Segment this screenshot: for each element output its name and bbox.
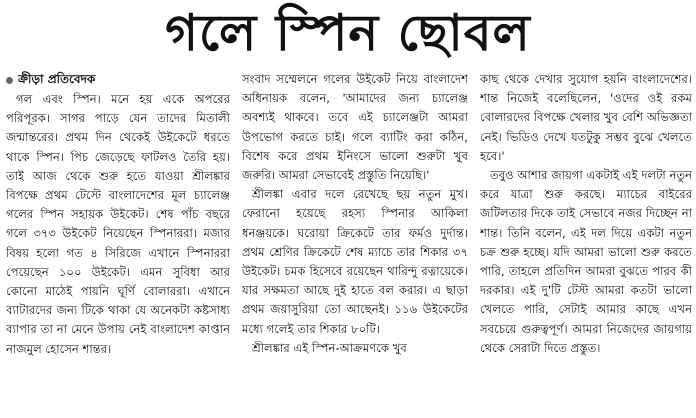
paragraph: কাছ থেকে দেখার সুযোগ হয়নি বাংলাদেশের। শান্ত নিজেই বলেছিলেন, 'ওদের ওই রকম বোলারদের বিপক্ষে খেলার খুব বেশি অভিজ্ঞতা নেই। ভিডিও দেখে যতটুকু সম্ভব বুঝে খেলতে হবে।' [480, 72, 692, 163]
paragraph: তবুও আশার জায়গা একটাই এই দলটা নতুন করে যাত্রা শুরু করছে। ম্যাচের বাইরের জটিলতার দিকে তাই সেভাবে নজর দিচ্ছেন না শান্ত। তিনি বলেন, এই দল দিয়ে একটা নতুন চক্র শুরু হচ্ছে। যদি আমরা ভালো শুরু করতে পারি, তাহলে প্রতিদিন আমরা বুঝতে পারব কী দরকার। এই দু'টি টেস্ট আমরা কতটা ভালো খেলতে পারি, সেটাই আমার কাছে এখন সবচেয়ে গুরুত্বপূর্ণ। আমরা নিজেদের জায়গায় থেকে সেরাটা দিতে প্রস্তুত। [480, 168, 692, 355]
bullet-icon [6, 77, 13, 84]
byline [6, 70, 230, 90]
headline: গলে স্পিন ছোবল [165, 4, 531, 62]
column-1 [6, 70, 230, 416]
column-3 [480, 70, 692, 416]
article-body [6, 70, 692, 416]
byline-text: ক্রীড়া প্রতিবেদক [18, 72, 96, 87]
paragraph: শ্রীলঙ্কা এবার দলে রেখেছে ছয় নতুন মুখ। ফেরানো হয়েছে রহস্য স্পিনার আকিলা ধনঞ্জয়কে। ঘরোয়া ক্রিকেটে তার ফর্মও দুর্দান্ত। প্রথম শ্রেণির ক্রিকেটে শেষ ম্যাচে তার শিকার ৩৭ উইকেট। চমক হিসেবে রয়েছেন থারিন্দু রত্নায়েকে। যার সক্ষমতা আছে দুই হাতে বল করার। এ ছাড়া প্রথম জয়াসুরিয়া তো আছেনই। ১১৬ উইকেটের মধ্যে গলেই তার শিকার ৮০টি। [242, 187, 468, 336]
paragraph: সংবাদ সম্মেলনে গলের উইকেট নিয়ে বাংলাদেশ অধিনায়ক বলেন, 'আমাদের জন্য চ্যালেঞ্জ অবশ্যই থাকবে। তবে এই চ্যালেঞ্জটা আমরা উপভোগ করতে চাই। গলে ব্যাটিং করা কঠিন, বিশেষ করে প্রথম ইনিংসে ভালো শুরুটা খুব জরুরি। আমরা সেভাবেই প্রস্তুতি নিয়েছি।' [242, 72, 468, 183]
paragraph: শ্রীলঙ্কার এই স্পিন-আক্রমণকে খুব [252, 340, 407, 355]
column-2 [242, 70, 468, 416]
paragraph: গল এবং স্পিন। মনে হয় একে অপরের পরিপূরক। সাগর পাড়ে যেন তাদের মিতালী জন্মান্তরের। প্রথম দিন থেকেই উইকেটে ধরতে থাকে স্পিন। পিচ জেড়েছে ফাটলও তৈরি হয়। তাই আজ থেকে শুরু হতে যাওয়া শ্রীলঙ্কার বিপক্ষে প্রথম টেস্টে বাংলাদেশের মূল চ্যালেঞ্জ গলের স্পিন সহায়ক উইকেট। শেষ পাঁচ বছরে গলে ৩৭৩ উইকেট নিয়েছেন স্পিনাররা। মজার বিষয় হলো গত ৪ সিরিজে এখানে স্পিনাররা পেয়েছেন ১০০ উইকেট। এমন সুবিধা আর কোনো মাঠেই পায়নি ঘূর্ণি বোলাররা। এখানে ব্যাটারদের জন্য টিকে থাকা যে অনেকটা কষ্টসাধ্য ব্যাপার তা না মেনে উপায় নেই বাংলাদেশ কাপ্তান নাজমুল হোসেন শান্তর। [6, 92, 230, 356]
